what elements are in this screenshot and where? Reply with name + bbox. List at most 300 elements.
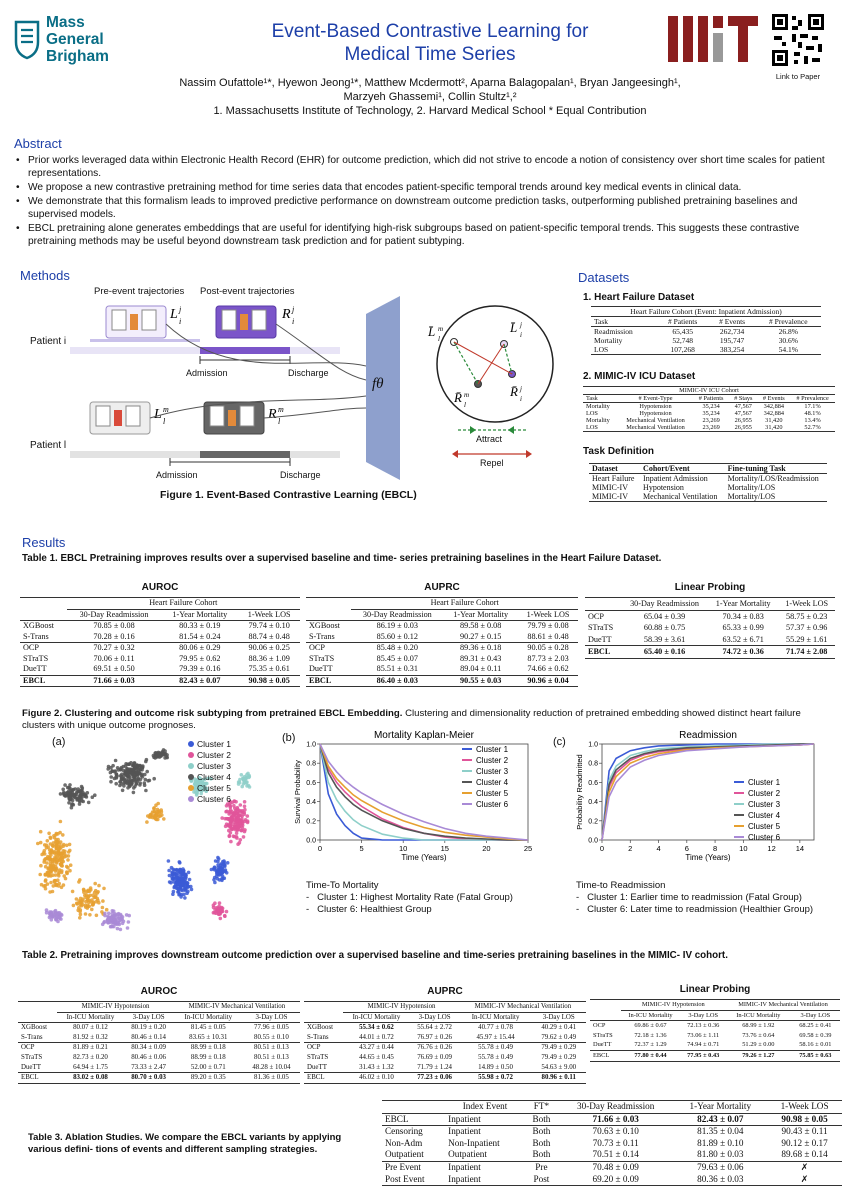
model-name: DueTT	[588, 634, 612, 644]
table-row	[382, 1138, 842, 1150]
legend-dot	[188, 741, 194, 747]
scatter-point-cluster-4	[115, 774, 119, 778]
y-tick-label: 0.6	[306, 779, 316, 787]
legend-label: Cluster 2	[748, 789, 781, 798]
table-row	[20, 609, 300, 621]
cell: Mortality/LOS	[727, 492, 776, 501]
scatter-point-cluster-5	[94, 894, 98, 898]
scatter-point-cluster-6	[109, 925, 113, 929]
icu-dataset-title: 2. MIMIC-IV ICU Dataset	[583, 371, 696, 382]
scatter-point-cluster-5	[49, 842, 53, 846]
cell: 65,435	[672, 327, 693, 336]
corner-cell	[304, 1002, 343, 1013]
scatter-point-cluster-4	[127, 762, 131, 766]
scatter-point-cluster-2	[213, 911, 217, 915]
scatter-point-cluster-3	[240, 773, 244, 777]
scatter-point-cluster-5	[53, 879, 57, 883]
tsne-plot	[30, 740, 280, 955]
legend-dot	[188, 763, 194, 769]
scatter-point-cluster-4	[152, 777, 156, 781]
cell: 83.65 ± 10.31	[189, 1033, 228, 1041]
cell: 72.18 ± 1.36	[634, 1031, 667, 1039]
scatter-point-cluster-2	[216, 906, 220, 910]
table-row	[382, 1101, 842, 1114]
scatter-point-cluster-4	[79, 790, 83, 794]
table-row	[590, 1021, 840, 1031]
table-row	[304, 1033, 586, 1043]
variant-name: Pre Event	[385, 1161, 421, 1172]
scatter-point-cluster-4	[124, 772, 128, 776]
legend-label: Cluster 2	[197, 749, 232, 760]
group-header: MIMIC-IV Mechanical Ventilation	[726, 1000, 840, 1011]
abstract-bullet: • We demonstrate that this formalism leads to improved predictive performance on downstream outcome prediction tasks, outperforming published pretraining baselines and supervised models.	[14, 195, 844, 221]
logo-line-3: Brigham	[46, 48, 109, 65]
cell: 89.31 ± 0.43	[460, 653, 502, 663]
cell: MIMIC-IV	[592, 492, 628, 501]
scatter-point-cluster-4	[80, 797, 84, 801]
scatter-point-cluster-5	[145, 820, 149, 824]
col-header: 30-Day Readmission	[79, 609, 149, 619]
y-tick-label: 1.0	[306, 741, 316, 749]
scatter-point-cluster-4	[165, 756, 169, 760]
legend-dot	[188, 774, 194, 780]
model-name: EBCL	[21, 1074, 39, 1082]
scatter-point-cluster-2	[227, 812, 231, 816]
cell: 55.29 ± 1.61	[786, 634, 828, 644]
table-row	[304, 1043, 586, 1053]
model-name: XGBoost	[309, 621, 340, 630]
scatter-point-cluster-4	[121, 789, 125, 793]
scatter-point-cluster-5	[58, 858, 62, 862]
scatter-point-cluster-5	[81, 899, 85, 903]
scatter-point-cluster-4	[63, 783, 67, 787]
cell: 81.54 ± 0.24	[179, 631, 221, 641]
col-header: 1-Week LOS	[526, 609, 570, 619]
table-row	[585, 634, 835, 646]
cell: 80.70 ± 0.03	[131, 1074, 166, 1082]
scatter-point-cluster-5	[61, 860, 65, 864]
scatter-point-cluster-2	[232, 834, 236, 838]
readm-note: - Cluster 1: Earlier time to readmission (Fatal Group)	[576, 892, 802, 903]
col-header: Task	[586, 395, 598, 402]
svg-text:i: i	[520, 331, 522, 339]
variant-name: Post Event	[385, 1173, 425, 1184]
model-name: STraTS	[21, 1053, 43, 1061]
scatter-point-cluster-5	[93, 882, 97, 886]
panel-a-label: (a)	[52, 736, 66, 748]
scatter-point-cluster-2	[218, 912, 222, 916]
cell: LOS	[586, 410, 598, 417]
cell: Mechanical Ventilation	[626, 417, 685, 424]
x-tick-label: 8	[712, 844, 718, 853]
scatter-point-cluster-5	[57, 851, 61, 855]
scatter-point-cluster-6	[54, 909, 58, 913]
table-row	[591, 345, 821, 355]
scatter-point-cluster-2	[236, 816, 240, 820]
cell: 90.43 ± 0.11	[781, 1126, 828, 1137]
svg-text:m: m	[438, 325, 444, 333]
scatter-point-cluster-5	[39, 830, 43, 834]
scatter-point-cluster-4	[127, 774, 131, 778]
cell: 79.62 ± 0.49	[541, 1033, 577, 1041]
cell: 90.55 ± 0.03	[460, 675, 502, 685]
cell: 46.02 ± 0.10	[359, 1074, 394, 1082]
scatter-point-cluster-4	[71, 802, 75, 806]
scatter-point-cluster-5	[44, 873, 48, 877]
scatter-point-cluster-2	[218, 901, 222, 905]
col-header: In-ICU Mortality	[66, 1013, 115, 1021]
legend-dot	[188, 796, 194, 802]
legend-item	[188, 749, 231, 760]
icu-dataset-table	[583, 386, 835, 432]
svg-text:L: L	[154, 407, 162, 422]
scatter-point-cluster-4	[132, 769, 136, 773]
cell: 79.39 ± 0.16	[179, 664, 221, 673]
scatter-point-cluster-2	[229, 804, 233, 808]
scatter-point-cluster-5	[77, 880, 81, 884]
x-tick-label: 14	[795, 844, 805, 853]
corner-cell	[304, 1012, 343, 1023]
table-row	[589, 483, 827, 492]
variant-name: EBCL	[385, 1113, 409, 1124]
cell: 81.80 ± 0.03	[697, 1149, 744, 1160]
scatter-point-cluster-4	[121, 777, 125, 781]
scatter-point-cluster-4	[119, 767, 123, 771]
col-header: FT*	[533, 1101, 550, 1111]
cell: 81.35 ± 0.04	[697, 1126, 744, 1137]
svg-text:l: l	[464, 401, 466, 409]
model-name: OCP	[23, 643, 39, 652]
svg-text:i: i	[520, 395, 522, 403]
legend-label: Cluster 1	[476, 745, 509, 754]
cell: 31,420	[765, 424, 783, 431]
scatter-point-cluster-4	[62, 791, 66, 795]
scatter-point-cluster-4	[67, 801, 71, 805]
cell: 80.55 ± 0.10	[254, 1033, 289, 1041]
cell: Mortality/LOS/Readmission	[727, 474, 819, 483]
scatter-point-cluster-5	[79, 913, 83, 917]
col-header	[382, 1101, 445, 1114]
panel-b-label: (b)	[282, 732, 296, 744]
table1-auroc-title: AUROC	[141, 582, 179, 593]
cell: 90.27 ± 0.15	[460, 631, 502, 641]
scatter-point-cluster-4	[130, 780, 134, 784]
col-header: 1-Week LOS	[780, 1101, 829, 1111]
cell: 76.97 ± 0.26	[417, 1033, 452, 1041]
cell: 80.46 ± 0.06	[131, 1053, 166, 1061]
cell: 85.60 ± 0.12	[376, 631, 418, 641]
col-header: 30-Day Readmission	[577, 1101, 655, 1111]
cell: 73.76 ± 0.64	[742, 1031, 775, 1039]
cell: 77.80 ± 0.44	[634, 1051, 667, 1059]
cell: 55.64 ± 2.72	[417, 1024, 452, 1032]
col-header: In-ICU Mortality	[184, 1013, 233, 1021]
scatter-point-cluster-1	[187, 871, 191, 875]
cell: 88.99 ± 0.18	[190, 1053, 226, 1061]
scatter-point-cluster-1	[182, 893, 186, 897]
readm-note: - Cluster 6: Later time to readmission (Healthier Group)	[576, 904, 814, 915]
scatter-point-cluster-4	[120, 773, 124, 777]
scatter-point-cluster-5	[101, 906, 105, 910]
model-name: S-Trans	[309, 631, 335, 641]
model-name: DueTT	[309, 664, 333, 673]
legend-label: Cluster 1	[197, 738, 232, 749]
abstract-bullets	[14, 154, 844, 248]
scatter-point-cluster-4	[138, 781, 142, 785]
scatter-point-cluster-4	[69, 790, 73, 794]
poster-title	[210, 20, 650, 66]
scatter-point-cluster-4	[144, 789, 148, 793]
mgb-logo	[14, 14, 144, 74]
scatter-point-cluster-6	[112, 925, 116, 929]
cell: 80.51 ± 0.13	[254, 1053, 289, 1061]
scatter-point-cluster-6	[113, 918, 117, 922]
scatter-point-cluster-4	[154, 754, 158, 758]
scatter-point-cluster-1	[167, 869, 171, 873]
table-row	[583, 424, 835, 432]
patient-i-label: Patient i	[30, 336, 67, 347]
scatter-point-cluster-5	[49, 864, 53, 868]
cell: 80.33 ± 0.19	[179, 621, 221, 630]
ebcl-diagram	[30, 284, 570, 484]
table2-auprc	[304, 1001, 586, 1084]
x-axis-label: Time (Years)	[685, 853, 731, 862]
scatter-point-cluster-2	[235, 836, 239, 840]
scatter-point-cluster-1	[186, 882, 190, 886]
cell: 79.74 ± 0.10	[248, 621, 290, 630]
scatter-point-cluster-6	[126, 926, 130, 930]
scatter-point-cluster-4	[70, 806, 74, 810]
cell: 63.52 ± 6.71	[722, 634, 764, 644]
cell: 35,234	[702, 403, 720, 410]
hf-dataset-table	[591, 306, 821, 355]
model-name: STraTS	[307, 1053, 329, 1061]
cell: 85.45 ± 0.07	[376, 653, 418, 663]
cell: 90.96 ± 0.04	[527, 675, 569, 685]
col-header: 1-Year Mortality	[715, 599, 771, 608]
scatter-point-cluster-5	[49, 881, 53, 885]
corner-cell	[590, 1000, 621, 1011]
cell: 45.97 ± 15.44	[476, 1033, 515, 1041]
cell: 79.49 ± 0.29	[541, 1044, 577, 1052]
chart-title: Mortality Kaplan-Meier	[373, 730, 475, 741]
group-header: MIMIC-IV Hypotension	[343, 1002, 459, 1013]
scatter-point-cluster-6	[103, 920, 107, 924]
scatter-point-cluster-6	[122, 920, 126, 924]
scatter-point-cluster-6	[52, 915, 56, 919]
cell: 90.98 ± 0.05	[781, 1113, 828, 1124]
col-header: # Patients	[667, 317, 698, 326]
scatter-point-cluster-6	[120, 916, 124, 920]
legend-dot	[188, 752, 194, 758]
cell: 80.19 ± 0.20	[131, 1024, 166, 1032]
scatter-point-cluster-5	[86, 890, 90, 894]
col-header: 3-Day LOS	[542, 1013, 575, 1021]
cell: ✗	[800, 1161, 809, 1172]
cell: 72.13 ± 0.36	[687, 1022, 720, 1030]
scatter-point-cluster-5	[152, 810, 156, 814]
cell: 76.76 ± 0.26	[417, 1044, 452, 1052]
variant-name: Censoring	[385, 1126, 423, 1137]
scatter-point-cluster-4	[87, 801, 91, 805]
table-row	[18, 1053, 300, 1063]
cell: Post	[533, 1173, 550, 1184]
scatter-point-cluster-4	[68, 798, 72, 802]
cell: MIMIC-IV	[592, 483, 628, 492]
table3-ablation	[382, 1100, 842, 1186]
title-line-1: Event-Based Contrastive Learning for	[271, 21, 589, 42]
cell: 70.34 ± 0.83	[722, 611, 764, 621]
scatter-point-cluster-2	[225, 817, 229, 821]
table-row	[18, 1043, 300, 1053]
scatter-point-cluster-2	[236, 806, 240, 810]
table2-auroc-title: AUROC	[140, 986, 178, 997]
svg-text:L: L	[170, 307, 178, 322]
svg-text:i: i	[179, 317, 182, 326]
col-header: Dataset	[592, 464, 618, 473]
table-row	[382, 1113, 842, 1126]
scatter-point-cluster-1	[170, 871, 174, 875]
scatter-point-cluster-2	[230, 814, 234, 818]
scatter-point-cluster-1	[179, 895, 183, 899]
mit-logo	[668, 16, 758, 62]
scatter-point-cluster-4	[158, 751, 162, 755]
cell: Outpatient	[448, 1149, 487, 1160]
qr-code[interactable]	[770, 12, 826, 81]
scatter-point-cluster-5	[54, 883, 58, 887]
scatter-point-cluster-2	[243, 828, 247, 832]
legend-label: Cluster 6	[748, 833, 781, 842]
col-header: In-ICU Mortality	[736, 1011, 781, 1019]
svg-text:m: m	[278, 405, 284, 414]
scatter-point-cluster-5	[60, 869, 64, 873]
legend-item	[188, 782, 231, 793]
col-header: 30-Day Readmission	[630, 599, 699, 608]
group-header: MIMIC-IV Mechanical Ventilation	[174, 1002, 300, 1013]
scatter-point-cluster-5	[79, 908, 83, 912]
table-row	[18, 1012, 300, 1023]
scatter-point-cluster-5	[84, 912, 88, 916]
scatter-point-cluster-5	[45, 846, 49, 850]
scatter-point-cluster-2	[223, 914, 227, 918]
cell: 80.06 ± 0.29	[179, 643, 221, 652]
scatter-point-cluster-6	[45, 911, 49, 915]
cell: 69.20 ± 0.09	[592, 1173, 639, 1184]
col-header: # Event-Type	[638, 395, 673, 402]
cell: 77.96 ± 0.05	[254, 1024, 289, 1032]
x-tick-label: 25	[523, 844, 533, 853]
col-header: Cohort/Event	[643, 464, 690, 473]
col-header: 3-Day LOS	[255, 1013, 288, 1021]
scatter-point-cluster-1	[220, 877, 224, 881]
scatter-point-cluster-4	[114, 782, 118, 786]
scatter-point-cluster-5	[102, 887, 106, 891]
scatter-point-cluster-4	[148, 779, 152, 783]
table-row	[590, 1031, 840, 1041]
model-name: DueTT	[307, 1063, 327, 1071]
scatter-point-cluster-5	[97, 901, 101, 905]
abstract-title: Abstract	[14, 136, 62, 151]
scatter-point-cluster-4	[69, 794, 73, 798]
scatter-point-cluster-5	[97, 884, 101, 888]
scatter-point-cluster-4	[132, 786, 136, 790]
cell: 64.94 ± 1.75	[73, 1063, 108, 1071]
x-tick-label: 20	[482, 844, 491, 853]
km-note: - Cluster 6: Healthiest Group	[306, 904, 432, 915]
cell: 342,884	[763, 403, 785, 410]
cell: 76.69 ± 0.09	[417, 1053, 452, 1061]
scatter-point-cluster-5	[46, 867, 50, 871]
scatter-point-cluster-4	[137, 768, 141, 772]
table-row	[18, 1023, 300, 1033]
scatter-point-cluster-6	[127, 920, 131, 924]
chart-title: Readmission	[679, 730, 737, 741]
cell: 65.33 ± 0.99	[722, 623, 764, 632]
table1-caption: Table 1. EBCL Pretraining improves results over a supervised baseline and time- series pretraining baselines in the Heart Failure Dataset.	[22, 553, 662, 564]
legend-label: Cluster 1	[748, 778, 781, 787]
cell: 71.66 ± 0.03	[93, 675, 135, 685]
title-line-2: Medical Time Series	[344, 44, 516, 65]
x-tick-label: 6	[684, 844, 689, 853]
table-row	[18, 1002, 300, 1013]
scatter-point-cluster-5	[61, 844, 65, 848]
cell: 75.35 ± 0.61	[248, 664, 290, 673]
svg-text:R: R	[282, 307, 291, 322]
legend-label: Cluster 2	[476, 756, 509, 765]
cell: Both	[532, 1149, 551, 1160]
table-row	[583, 410, 835, 417]
scatter-point-cluster-6	[58, 911, 62, 915]
scatter-point-cluster-4	[145, 770, 149, 774]
table1-auroc	[20, 597, 300, 687]
cell: 70.85 ± 0.08	[93, 621, 135, 630]
figure1-caption: Figure 1. Event-Based Contrastive Learning (EBCL)	[160, 489, 417, 501]
cell: Readmission	[594, 327, 633, 336]
cell: 87.73 ± 2.03	[527, 653, 569, 663]
scatter-point-cluster-4	[122, 765, 126, 769]
cell: Non-Inpatient	[448, 1137, 500, 1148]
scatter-point-cluster-1	[216, 863, 220, 867]
scatter-point-cluster-2	[243, 800, 247, 804]
scatter-point-cluster-2	[243, 805, 247, 809]
table-row	[20, 621, 300, 632]
scatter-point-cluster-1	[173, 885, 177, 889]
cell: 52.00 ± 0.71	[190, 1063, 226, 1071]
cohort-header: Heart Failure Cohort	[67, 598, 300, 610]
logo-line-1: Mass	[46, 14, 85, 31]
cell: 65.40 ± 0.16	[643, 647, 686, 656]
corner-cell	[20, 598, 67, 610]
legend-label: Cluster 4	[748, 811, 781, 820]
cell: 79.95 ± 0.62	[179, 653, 221, 663]
readmission-plot	[566, 728, 828, 876]
svg-text:L̄: L̄	[428, 324, 436, 339]
icu-table-caption: MIMIC-IV ICU Cohort	[679, 387, 739, 394]
scatter-point-cluster-5	[63, 850, 67, 854]
col-header: In-ICU Mortality	[471, 1013, 520, 1021]
scatter-point-cluster-5	[156, 818, 160, 822]
mit-logo-icon	[668, 16, 758, 62]
cell: Mechanical Ventilation	[643, 492, 718, 501]
col-header: 3-Day LOS	[688, 1011, 719, 1019]
corner-cell	[306, 609, 351, 621]
scatter-point-cluster-5	[88, 913, 92, 917]
cell: 48.28 ± 10.04	[252, 1063, 291, 1071]
scatter-point-cluster-5	[86, 895, 90, 899]
scatter-point-cluster-1	[215, 872, 219, 876]
scatter-point-cluster-5	[51, 890, 55, 894]
cell: 69.86 ± 0.67	[634, 1022, 667, 1030]
